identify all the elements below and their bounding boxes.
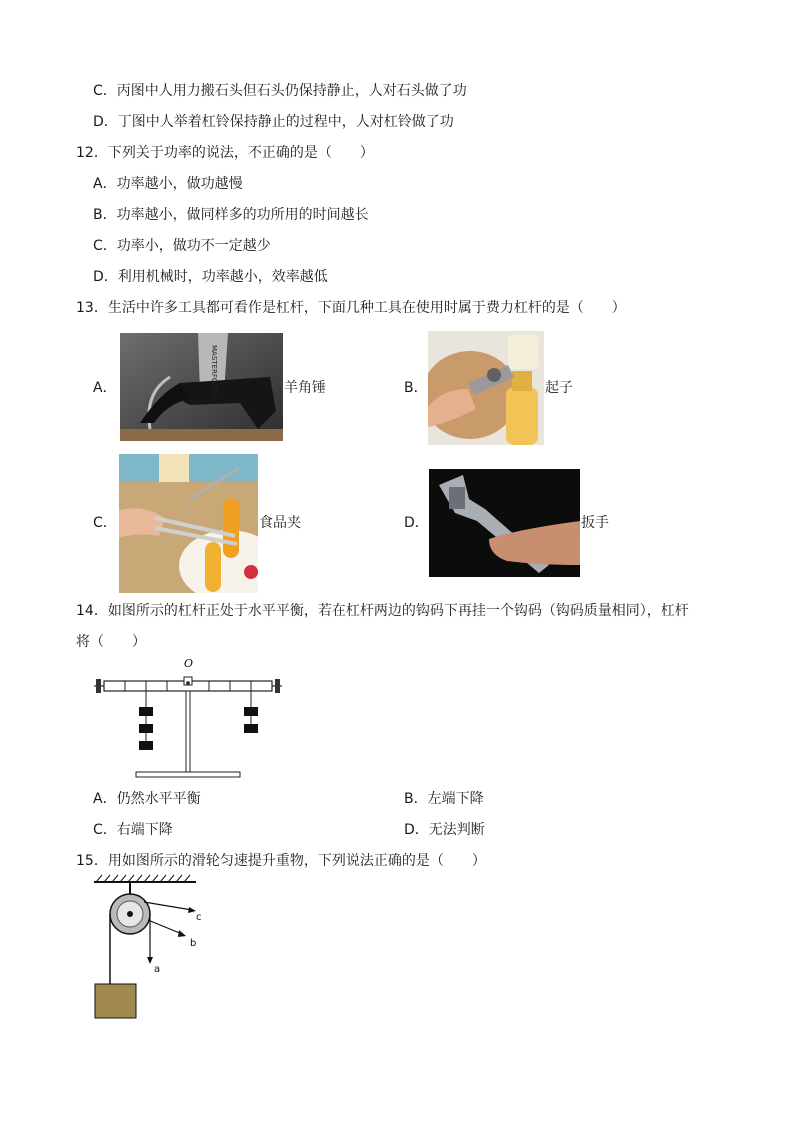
q13-option-d-letter: D． <box>404 515 429 531</box>
q14-option-a: A．仍然水平平衡 <box>93 791 201 807</box>
q15-stem: 15．用如图所示的滑轮匀速提升重物，下列说法正确的是（ ） <box>76 853 486 869</box>
label-c: c <box>196 912 202 923</box>
q14-option-b: B．左端下降 <box>404 791 484 807</box>
q13-option-a-name: 羊角锤 <box>284 380 326 396</box>
q14-stem-line2: 将（ ） <box>76 634 146 650</box>
q14-stem-line1: 14．如图所示的杠杆正处于水平平衡，若在杠杆两边的钩码下再挂一个钩码（钩码质量相同），杠杆 <box>76 603 689 619</box>
q13-option-a-letter: A． <box>93 380 117 396</box>
q13-stem: 13．生活中许多工具都可看作是杠杆，下面几种工具在使用时属于费力杠杆的是（ ） <box>76 300 626 316</box>
q11-option-d: D．丁图中人举着杠铃保持静止的过程中，人对杠铃做了功 <box>93 114 454 130</box>
force-arrow-c <box>144 902 192 910</box>
wrench-photo <box>429 469 580 577</box>
q13-option-b-name: 起子 <box>545 380 573 396</box>
hammer-photo <box>120 333 283 441</box>
q14-option-c: C．右端下降 <box>93 822 173 838</box>
q12-stem: 12．下列关于功率的说法，不正确的是（ ） <box>76 145 374 161</box>
q13-option-b-letter: B． <box>404 380 428 396</box>
hammer-handle-brand: MASTERFORCE <box>210 345 218 398</box>
pulley-axle <box>127 911 133 917</box>
q12-option-a: A．功率越小，做功越慢 <box>93 176 243 192</box>
bottle-opener-photo <box>428 331 544 445</box>
pulley-diagram <box>88 872 218 1022</box>
ceiling-hatching <box>96 875 190 882</box>
lever-pivot <box>186 681 190 685</box>
lever-right-nut <box>275 679 280 693</box>
lever-diagram <box>92 655 287 785</box>
lever-stand <box>186 691 190 773</box>
q12-option-b: B．功率越小，做同样多的功所用的时间越长 <box>93 207 369 223</box>
lever-left-nut <box>96 679 101 693</box>
q13-option-c-letter: C． <box>93 515 117 531</box>
q14-option-d: D．无法判断 <box>404 822 485 838</box>
q12-option-c: C．功率小，做功不一定越少 <box>93 238 271 254</box>
q12-option-d: D．利用机械时，功率越小，效率越低 <box>93 269 328 285</box>
lever-base <box>136 772 240 777</box>
load-block <box>95 984 136 1018</box>
q13-option-c-name: 食品夹 <box>259 515 301 531</box>
force-arrow-b <box>148 920 182 934</box>
q11-option-c: C．丙图中人用力搬石头但石头仍保持静止，人对石头做了功 <box>93 83 467 99</box>
lever-pivot-label: O <box>184 657 194 670</box>
food-tongs-photo <box>119 454 258 593</box>
q13-option-d-name: 扳手 <box>581 515 609 531</box>
left-hook-weights <box>139 707 153 750</box>
label-b: b <box>190 938 197 949</box>
label-a: a <box>154 964 161 975</box>
